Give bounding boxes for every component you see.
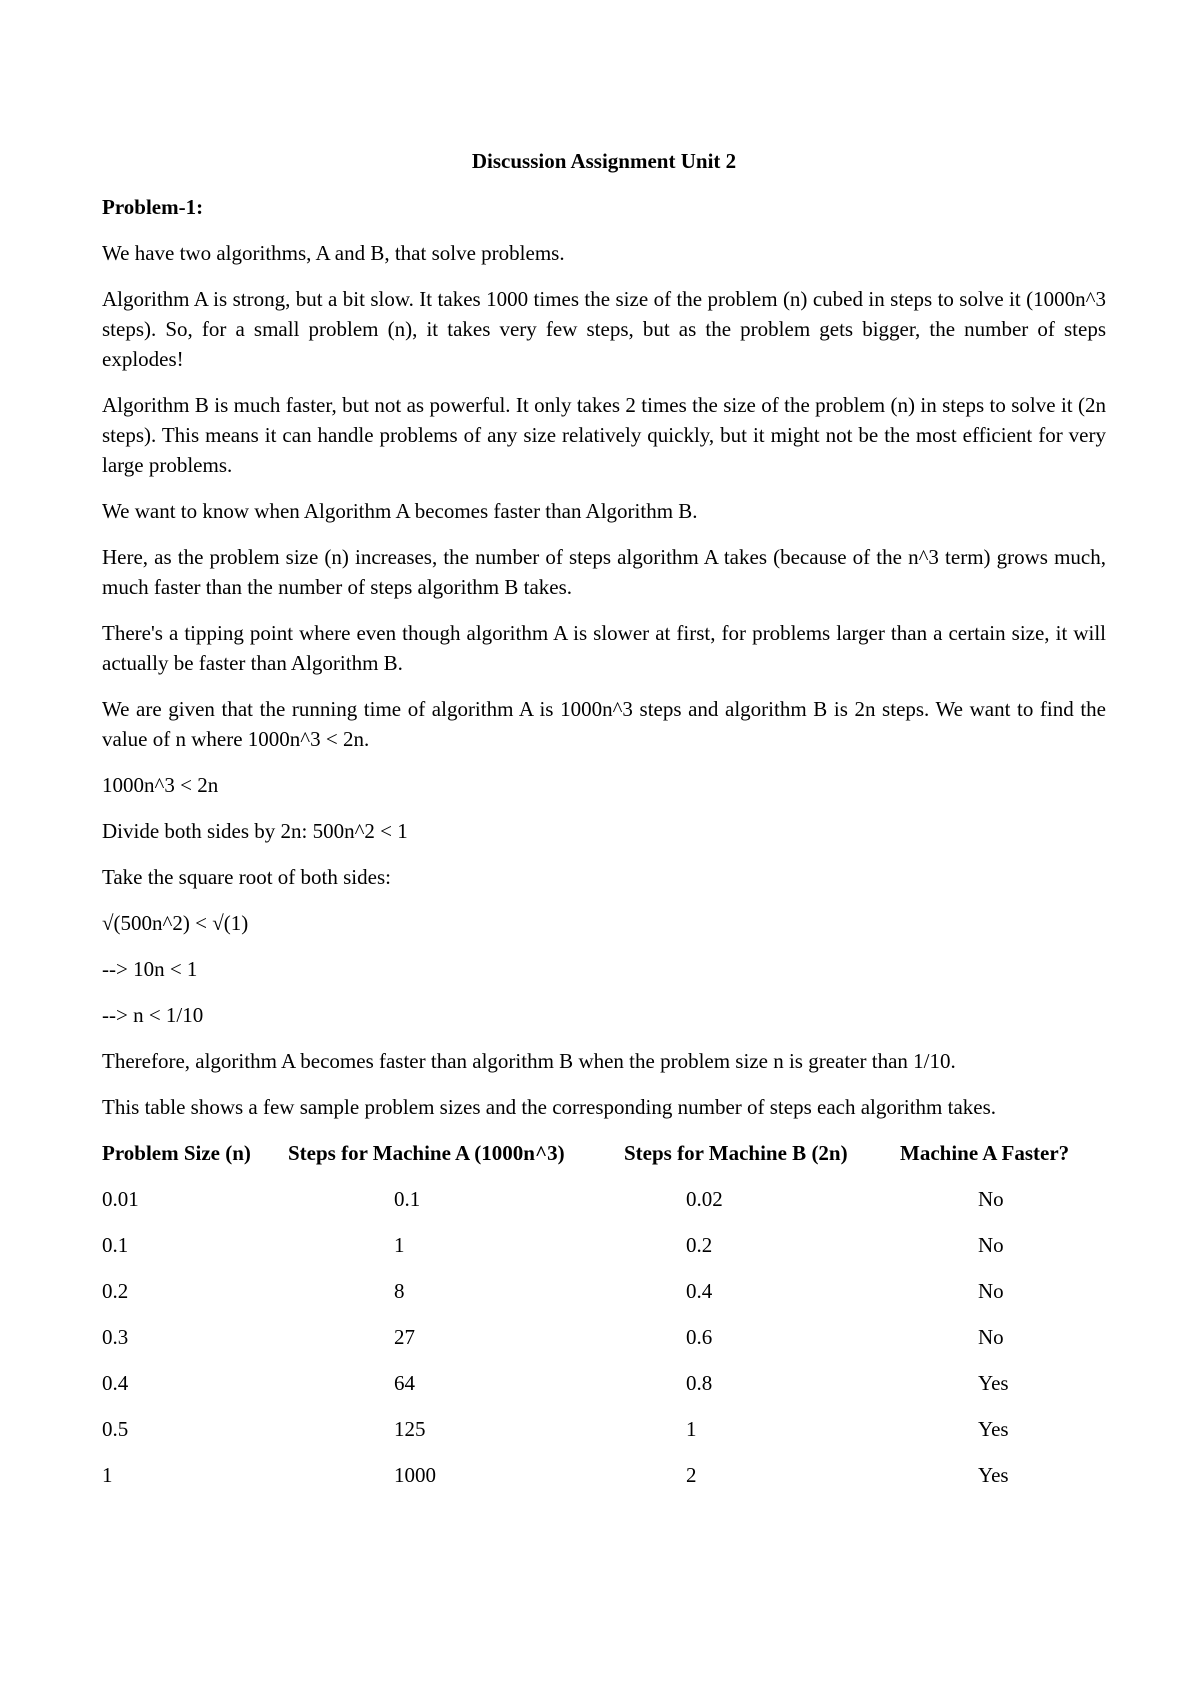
paragraph-algorithm-a: Algorithm A is strong, but a bit slow. It takes 1000 times the size of the problem (n) cubed in steps to solve it (1000n^3 steps). So, for a small problem (n), it takes very few steps, but as the problem gets bigger, the number of steps explodes! xyxy=(102,287,1106,371)
equation-square-root: √(500n^2) < √(1) xyxy=(102,911,249,935)
table-header-cell: Problem Size (n) xyxy=(102,1141,251,1165)
table-header-cell: Steps for Machine B (2n) xyxy=(624,1141,848,1165)
table-row xyxy=(102,1368,1106,1398)
steps-table xyxy=(102,1138,1106,1490)
table-cell: No xyxy=(978,1279,1004,1303)
table-cell: 1 xyxy=(102,1463,113,1487)
table-cell: 0.1 xyxy=(394,1187,421,1211)
table-cell: 1 xyxy=(394,1233,405,1257)
equation-square-root-step: Take the square root of both sides: xyxy=(102,865,391,889)
table-cell: 0.4 xyxy=(102,1371,129,1395)
paragraph-intro: We have two algorithms, A and B, that solve problems. xyxy=(102,241,565,265)
table-cell: 0.3 xyxy=(102,1325,129,1349)
table-cell: 64 xyxy=(394,1371,415,1395)
table-cell: 1000 xyxy=(394,1463,436,1487)
table-cell: 125 xyxy=(394,1417,426,1441)
table-cell: 0.2 xyxy=(686,1233,713,1257)
paragraph-question: We want to know when Algorithm A becomes faster than Algorithm B. xyxy=(102,499,698,523)
paragraph-growth: Here, as the problem size (n) increases, the number of steps algorithm A takes (because of the n^3 term) grows much, much faster than the number of steps algorithm B takes. xyxy=(102,545,1106,599)
table-cell: 0.01 xyxy=(102,1187,139,1211)
table-cell: Yes xyxy=(978,1417,1009,1441)
paragraph-conclusion: Therefore, algorithm A becomes faster than algorithm B when the problem size n is greater than 1/10. xyxy=(102,1049,956,1073)
problem-heading: Problem-1: xyxy=(102,195,204,219)
table-cell: 8 xyxy=(394,1279,405,1303)
table-cell: 2 xyxy=(686,1463,697,1487)
table-header-cell: Machine A Faster? xyxy=(900,1141,1070,1165)
table-row xyxy=(102,1414,1106,1444)
table-cell: 0.2 xyxy=(102,1279,129,1303)
table-cell: No xyxy=(978,1325,1004,1349)
table-cell: 27 xyxy=(394,1325,415,1349)
table-cell: No xyxy=(978,1233,1004,1257)
table-row xyxy=(102,1184,1106,1214)
paragraph-given: We are given that the running time of algorithm A is 1000n^3 steps and algorithm B is 2n steps. We want to find the value of n where 1000n^3 < 2n. xyxy=(102,697,1106,751)
table-cell: 0.5 xyxy=(102,1417,129,1441)
table-row xyxy=(102,1460,1106,1490)
equation-result: --> n < 1/10 xyxy=(102,1003,204,1027)
table-cell: 0.8 xyxy=(686,1371,713,1395)
table-cell: 0.02 xyxy=(686,1187,723,1211)
equation-10n: --> 10n < 1 xyxy=(102,957,198,981)
equation-inequality: 1000n^3 < 2n xyxy=(102,773,219,797)
table-header-row xyxy=(102,1138,1106,1168)
table-row xyxy=(102,1230,1106,1260)
table-cell: 0.1 xyxy=(102,1233,129,1257)
table-cell: 1 xyxy=(686,1417,697,1441)
document-body xyxy=(102,146,1106,1506)
paragraph-tipping-point: There's a tipping point where even though algorithm A is slower at first, for problems larger than a certain size, it will actually be faster than Algorithm B. xyxy=(102,621,1106,675)
paragraph-table-intro: This table shows a few sample problem sizes and the corresponding number of steps each algorithm takes. xyxy=(102,1095,997,1119)
table-cell: 0.6 xyxy=(686,1325,713,1349)
table-cell: Yes xyxy=(978,1371,1009,1395)
table-row xyxy=(102,1322,1106,1352)
table-header-cell: Steps for Machine A (1000n^3) xyxy=(288,1141,565,1165)
paragraph-algorithm-b: Algorithm B is much faster, but not as powerful. It only takes 2 times the size of the problem (n) in steps to solve it (2n steps). This means it can handle problems of any size relatively quickly, but it might not be the most efficient for very large problems. xyxy=(102,393,1106,477)
table-cell: No xyxy=(978,1187,1004,1211)
table-cell: 0.4 xyxy=(686,1279,713,1303)
table-row xyxy=(102,1276,1106,1306)
equation-divide: Divide both sides by 2n: 500n^2 < 1 xyxy=(102,819,408,843)
table-cell: Yes xyxy=(978,1463,1009,1487)
document-title: Discussion Assignment Unit 2 xyxy=(471,149,737,173)
